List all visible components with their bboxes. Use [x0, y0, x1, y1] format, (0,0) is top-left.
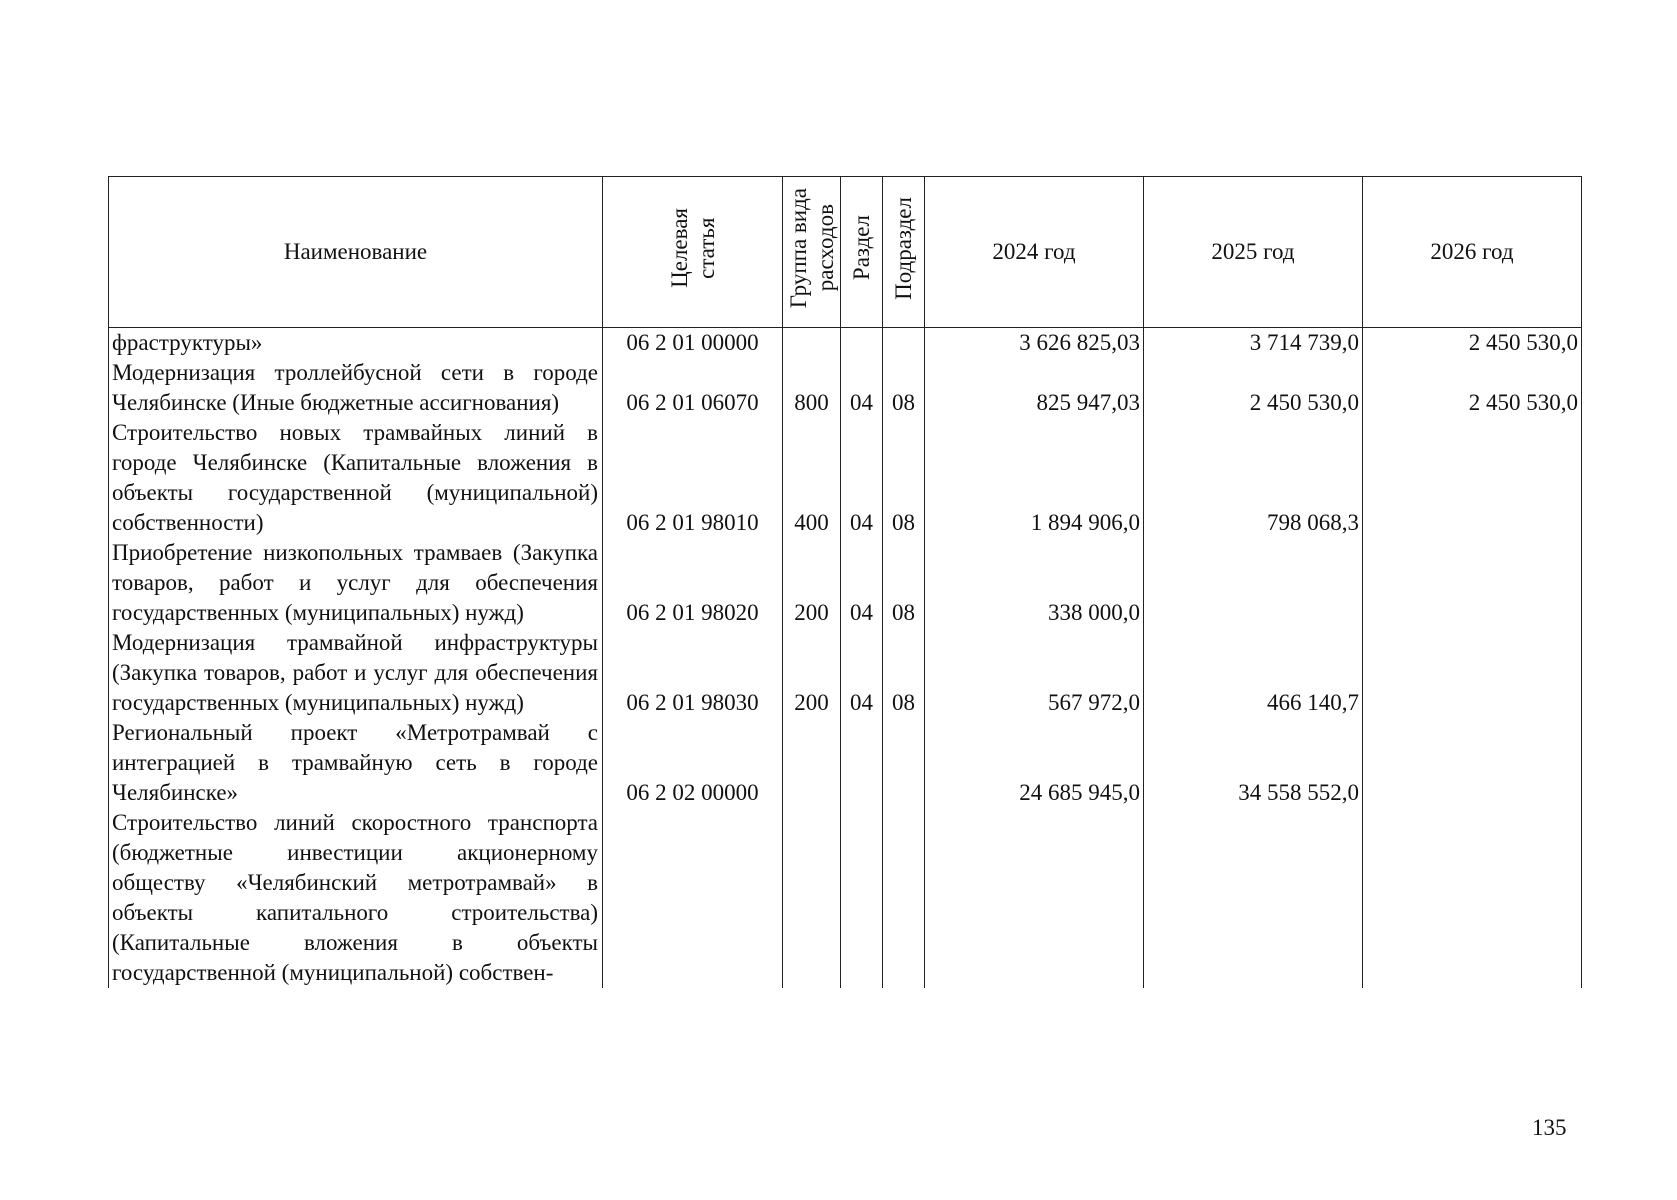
header-subsection	[883, 177, 925, 328]
row-code: 06 2 01 00000	[603, 328, 783, 359]
header-expense-group	[783, 177, 841, 328]
row-subsection	[883, 718, 925, 808]
header-subsection-label: Подраздел	[891, 196, 916, 300]
row-name: фраструктуры»	[109, 328, 603, 359]
row-section: 04	[841, 538, 883, 628]
row-expense-group: 800	[783, 358, 841, 418]
row-subsection: 08	[883, 358, 925, 418]
row-2024: 24 685 945,0	[925, 718, 1144, 808]
row-2025: 3 714 739,0	[1144, 328, 1363, 359]
row-2026	[1363, 808, 1582, 988]
header-2024	[925, 177, 1144, 328]
row-2026: 2 450 530,0	[1363, 328, 1582, 359]
row-section	[841, 328, 883, 359]
table-row	[109, 358, 1582, 418]
row-2024: 567 972,0	[925, 628, 1144, 718]
row-expense-group: 400	[783, 418, 841, 538]
row-section	[841, 718, 883, 808]
row-2026	[1363, 628, 1582, 718]
row-2025	[1144, 538, 1363, 628]
row-2024: 825 947,03	[925, 358, 1144, 418]
table-row	[109, 328, 1582, 359]
row-section	[841, 808, 883, 988]
row-name: Модернизация троллейбусной сети в городе Челябинске (Иные бюджетные ассигнования)	[109, 358, 603, 418]
header-2025	[1144, 177, 1363, 328]
row-2026	[1363, 418, 1582, 538]
header-code-label: Целевая статья	[666, 208, 719, 288]
row-code: 06 2 01 98020	[603, 538, 783, 628]
row-2026	[1363, 718, 1582, 808]
header-expense-group-label: Группа вида расходов	[785, 187, 838, 309]
header-2024-label: 2024 год	[992, 239, 1076, 264]
row-expense-group: 200	[783, 628, 841, 718]
row-2024: 1 894 906,0	[925, 418, 1144, 538]
row-section: 04	[841, 628, 883, 718]
table-row	[109, 628, 1582, 718]
row-2025: 2 450 530,0	[1144, 358, 1363, 418]
table-row	[109, 718, 1582, 808]
budget-table	[108, 176, 1582, 988]
row-2025	[1144, 808, 1363, 988]
table-row	[109, 808, 1582, 988]
row-2025: 34 558 552,0	[1144, 718, 1363, 808]
header-2026	[1363, 177, 1582, 328]
row-subsection: 08	[883, 628, 925, 718]
row-subsection: 08	[883, 538, 925, 628]
row-subsection: 08	[883, 418, 925, 538]
row-name: Приобретение низкопольных трамваев (Закупка товаров, работ и услуг для обеспечения государственных (муниципальных) нужд)	[109, 538, 603, 628]
row-code: 06 2 01 98030	[603, 628, 783, 718]
row-expense-group	[783, 328, 841, 359]
row-name: Строительство линий скоростного транспорта (бюджетные инвестиции акционерному обществу «Челябинский метротрамвай» в объекты капитального строительства) (Капитальные вложения в объекты государственной (муниципальной) собствен-	[109, 808, 603, 988]
row-name: Строительство новых трамвайных линий в городе Челябинске (Капитальные вложения в объекты государственной (муниципальной) собственности)	[109, 418, 603, 538]
row-subsection	[883, 808, 925, 988]
row-expense-group	[783, 718, 841, 808]
header-2025-label: 2025 год	[1211, 239, 1295, 264]
row-section: 04	[841, 418, 883, 538]
row-2026	[1363, 538, 1582, 628]
row-2025: 466 140,7	[1144, 628, 1363, 718]
row-expense-group: 200	[783, 538, 841, 628]
row-2025: 798 068,3	[1144, 418, 1363, 538]
table-row	[109, 538, 1582, 628]
row-2024: 338 000,0	[925, 538, 1144, 628]
page-number: 135	[1532, 1115, 1567, 1140]
row-2024: 3 626 825,03	[925, 328, 1144, 359]
header-name	[109, 177, 603, 328]
row-code	[603, 808, 783, 988]
row-code: 06 2 01 98010	[603, 418, 783, 538]
table-row	[109, 418, 1582, 538]
row-section: 04	[841, 358, 883, 418]
header-section	[841, 177, 883, 328]
header-code	[603, 177, 783, 328]
row-2026: 2 450 530,0	[1363, 358, 1582, 418]
row-2024	[925, 808, 1144, 988]
header-section-label: Раздел	[849, 215, 874, 281]
header-2026-label: 2026 год	[1430, 239, 1514, 264]
header-row	[109, 177, 1582, 328]
header-name-label: Наименование	[283, 239, 428, 264]
row-code: 06 2 02 00000	[603, 718, 783, 808]
row-name: Региональный проект «Метротрамвай с интеграцией в трамвайную сеть в городе Челябинске»	[109, 718, 603, 808]
row-code: 06 2 01 06070	[603, 358, 783, 418]
row-subsection	[883, 328, 925, 359]
row-expense-group	[783, 808, 841, 988]
row-name: Модернизация трамвайной инфраструктуры (Закупка товаров, работ и услуг для обеспечения государственных (муниципальных) нужд)	[109, 628, 603, 718]
